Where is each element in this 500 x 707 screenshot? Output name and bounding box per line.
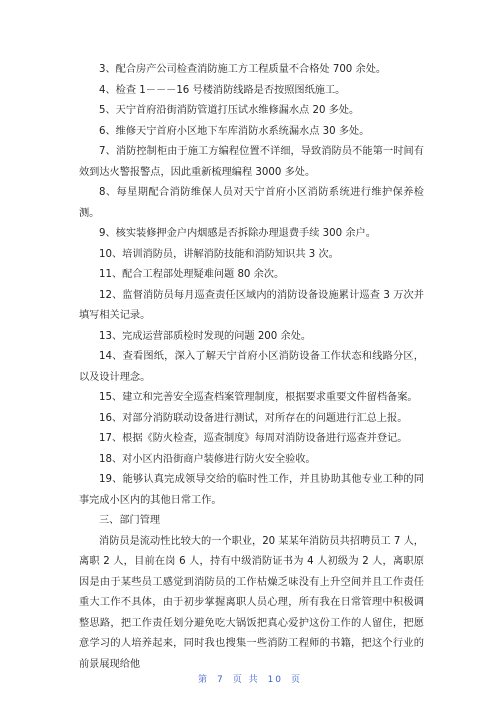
paragraph-6: 6、维修天宁首府小区地下车库消防水系统漏水点 30 多处。 [99,125,370,137]
paragraph-19: 19、能够认真完成领导交给的临时性工作，并且协助其他专业工种的同事完成小区内的其他日常工作。 [79,474,424,506]
footer-label-page: 第 [197,675,209,685]
paragraph-14: 14、查看图纸，深入了解天宁首府小区消防设备工作状态和线路分区，以及设计理念。 [79,351,424,383]
section-body: 消防员是流动性比较大的一个职业，20 某某年消防员共招聘员工 7 人，离职 2 人，目前在岗 6 人，持有中级消防证书为 4 人初级为 2 人，离职原因是由于某些员工感觉到消防员的工作枯燥乏味没有上升空间并且工作责任重大工作不具体，由于初步掌握离职人员心理，所有我在日常管理中积极调整思路，把工作责任划分避免吃大锅饭把真心爱护这份工作的人留住，把愿意学习的人培养起来，同时我也搜集一些消防工程师的书籍，把这个行业的前景展现给他 [79,535,424,670]
paragraph-8: 8、每星期配合消防维保人员对天宁首府小区消防系统进行维护保养检测。 [79,187,424,219]
footer-label-of: 页 共 [232,675,260,685]
paragraph-11: 11、配合工程部处理疑难问题 80 余次。 [99,269,285,280]
paragraph-10: 10、培训消防员，讲解消防技能和消防知识共 3 次。 [99,248,339,260]
page-footer [0,672,500,685]
paragraph-17: 17、根据《防火检查，巡查制度》每周对消防设备进行巡查并登记。 [99,433,408,444]
paragraph-9: 9、核实装修押金户内烟感是否拆除办理退费手续 300 余户。 [99,228,376,239]
paragraph-12: 12、监督消防员每月巡查责任区域内的消防设备设施累计巡查 3 万次并填写相关记录。 [79,289,424,321]
paragraph-16: 16、对部分消防联动设备进行测试，对所存在的问题进行汇总上报。 [99,412,408,424]
document-body [79,60,424,675]
paragraph-5: 5、天宁首府沿街消防管道打压试水维修漏水点 20 多处。 [99,105,360,116]
section-heading: 三、部门管理 [99,515,161,526]
paragraph-7: 7、消防控制柜由于施工方编程位置不详细，导致消防员不能第一时间有效到达火警报警点，因此重新梳理编程 3000 多处。 [79,146,424,178]
footer-label-pages: 页 [291,675,303,685]
paragraph-15: 15、建立和完善安全巡查档案管理制度，根据要求重要文件留档备案。 [99,392,418,403]
paragraph-3: 3、配合房产公司检查消防施工方工程质量不合格处 700 余处。 [99,64,387,75]
footer-current-page: 7 [216,675,225,685]
paragraph-18: 18、对小区内沿街商户装修进行防火安全验收。 [99,453,316,465]
paragraph-13: 13、完成运营部质检时发现的问题 200 余处。 [99,330,312,342]
paragraph-4: 4、检查 1－－－16 号楼消防线路是否按照图纸施工。 [99,84,346,96]
footer-total-pages: 10 [267,675,284,685]
